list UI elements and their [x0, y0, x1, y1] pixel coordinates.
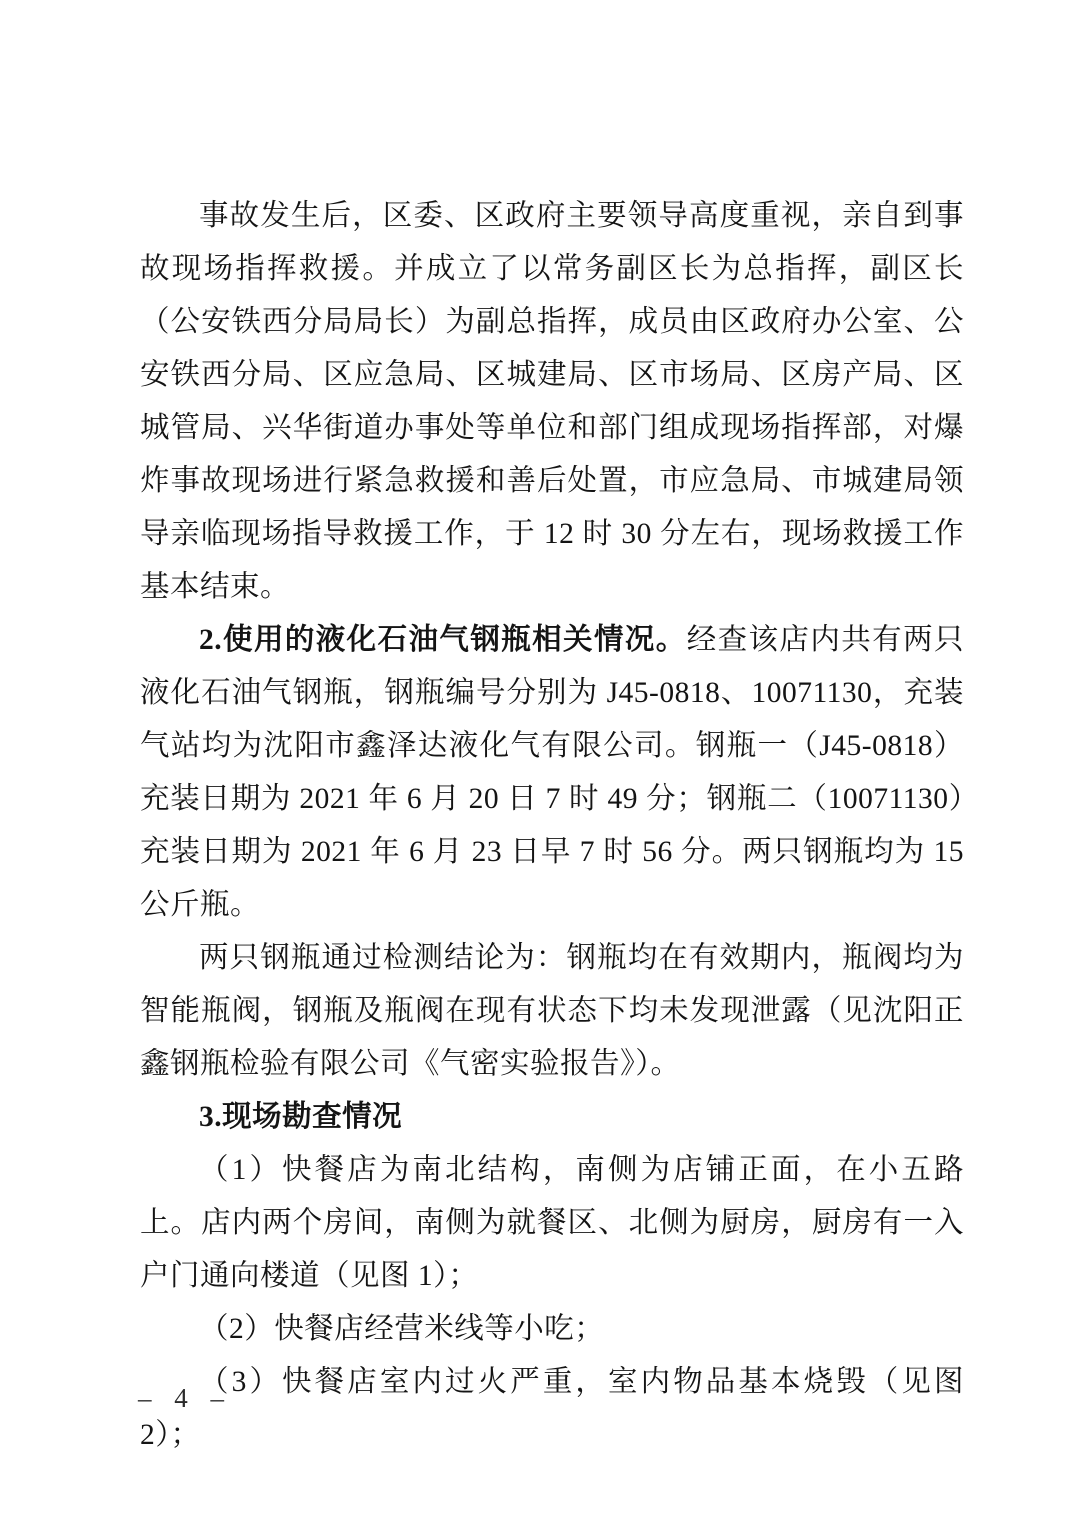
document-body	[140, 190, 964, 1462]
paragraph-text: 事故发生后，区委、区政府主要领导高度重视，亲自到事故现场指挥救援。并成立了以常务副区长为总指挥，副区长（公安铁西分局局长）为副总指挥，成员由区政府办公室、公安铁西分局、区应急局、区城建局、区市场局、区房产局、区城管局、兴华街道办事处等单位和部门组成现场指挥部，对爆炸事故现场进行紧急救援和善后处置，市应急局、市城建局领导亲临现场指导救援工作，于 12 时 30 分左右，现场救援工作基本结束。	[140, 200, 964, 603]
paragraph-lpg-cylinders	[140, 614, 964, 932]
paragraph-cylinder-test	[140, 932, 964, 1091]
paragraph-text: （3）快餐店室内过火严重，室内物品基本烧毁（见图 2）；	[140, 1366, 964, 1451]
paragraph-text: （2）快餐店经营米线等小吃；	[199, 1313, 605, 1345]
paragraph-survey-item-1	[140, 1144, 964, 1303]
section-heading-3	[140, 1091, 964, 1144]
paragraph-text: （1）快餐店为南北结构，南侧为店铺正面，在小五路上。店内两个房间，南侧为就餐区、北侧为厨房，厨房有一入户门通向楼道（见图 1）；	[140, 1154, 964, 1292]
section-heading-text: 3.现场勘查情况	[199, 1101, 403, 1133]
section-heading-2: 2.使用的液化石油气钢瓶相关情况。	[199, 624, 687, 656]
paragraph-text: 两只钢瓶通过检测结论为：钢瓶均在有效期内，瓶阀均为智能瓶阀，钢瓶及瓶阀在现有状态下均未发现泄露（见沈阳正鑫钢瓶检验有限公司《气密实验报告》）。	[140, 942, 964, 1080]
paragraph-text: 经查该店内共有两只液化石油气钢瓶，钢瓶编号分别为 J45-0818、10071130，充装气站均为沈阳市鑫泽达液化气有限公司。钢瓶一（J45-0818）充装日期为 2021 年 6 月 20 日 7 时 49 分；钢瓶二（10071130）充装日期为 2021 年 6 月 23 日早 7 时 56 分。两只钢瓶均为 15 公斤瓶。	[140, 624, 964, 921]
paragraph-survey-item-2	[140, 1303, 964, 1356]
paragraph-rescue-command	[140, 190, 964, 614]
page-number: – 4 –	[138, 1383, 232, 1413]
paragraph-survey-item-3	[140, 1356, 964, 1462]
